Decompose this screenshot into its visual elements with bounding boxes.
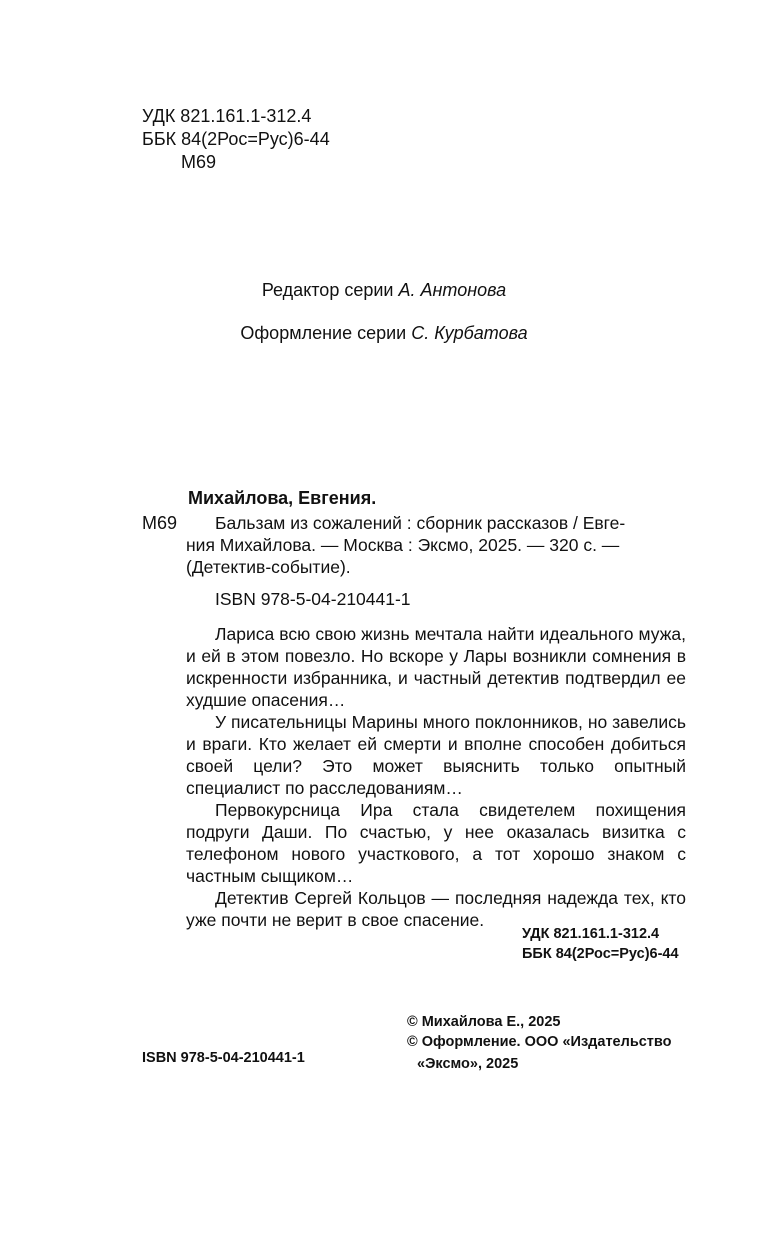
record-author-mark: М69: [142, 513, 178, 533]
copyright-design-line: © Оформление. ООО «Издательство: [407, 1034, 672, 1050]
annotation-paragraph: Лариса всю свою жизнь мечтала найти идеального мужа, и ей в этом повезло. Но вскоре у Лары возникли сомнения в искренности избранника, и частный детектив подтвердил ее худшие опасения…: [186, 624, 686, 710]
description-line: (Детектив-событие).: [186, 557, 351, 577]
author-heading: Михайлова, Евгения.: [188, 488, 377, 508]
design-label: Оформление серии: [240, 323, 407, 343]
copyright-author: © Михайлова Е., 2025: [407, 1014, 561, 1030]
annotation-paragraph: Первокурсница Ира стала свидетелем похищения подруги Даши. По счастью, у нее оказалась визитка с телефоном нового участкового, а тот хорошо знаком с частным сыщиком…: [186, 800, 686, 886]
design-name: С. Курбатова: [411, 323, 528, 343]
header-author-mark: М69: [181, 152, 217, 172]
classification-udk: УДК 821.161.1-312.4: [522, 926, 660, 942]
classification-bbk: ББК 84(2Рос=Рус)6-44: [522, 946, 679, 962]
annotation-paragraph: Детектив Сергей Кольцов — последняя надежда тех, кто уже почти не верит в свое спасение.: [186, 888, 686, 930]
copyright-design: [407, 1031, 671, 1075]
annotation: [186, 623, 686, 931]
editor-label: Редактор серии: [261, 280, 394, 300]
header-bbk: ББК 84(2Рос=Рус)6-44: [142, 129, 330, 149]
record-description: [186, 512, 691, 578]
copyright-design-line: «Эксмо», 2025: [417, 1056, 519, 1072]
header-udk: УДК 821.161.1-312.4: [142, 106, 312, 126]
record-isbn: ISBN 978-5-04-210441-1: [215, 589, 411, 609]
footer-isbn: ISBN 978-5-04-210441-1: [142, 1050, 305, 1066]
editor-credit: [0, 279, 768, 301]
design-credit: [0, 322, 768, 344]
annotation-paragraph: У писательницы Марины много поклонников, но завелись и враги. Кто желает ей смерти и вполне способен добиться своей цели? Это может выяснить только опытный специалист по расследованиям…: [186, 712, 686, 798]
editor-name: А. Антонова: [398, 280, 507, 300]
description-line: Бальзам из сожалений : сборник рассказов / Евге-: [215, 513, 626, 533]
description-line: ния Михайлова. — Москва : Эксмо, 2025. — 320 с. —: [186, 535, 620, 555]
